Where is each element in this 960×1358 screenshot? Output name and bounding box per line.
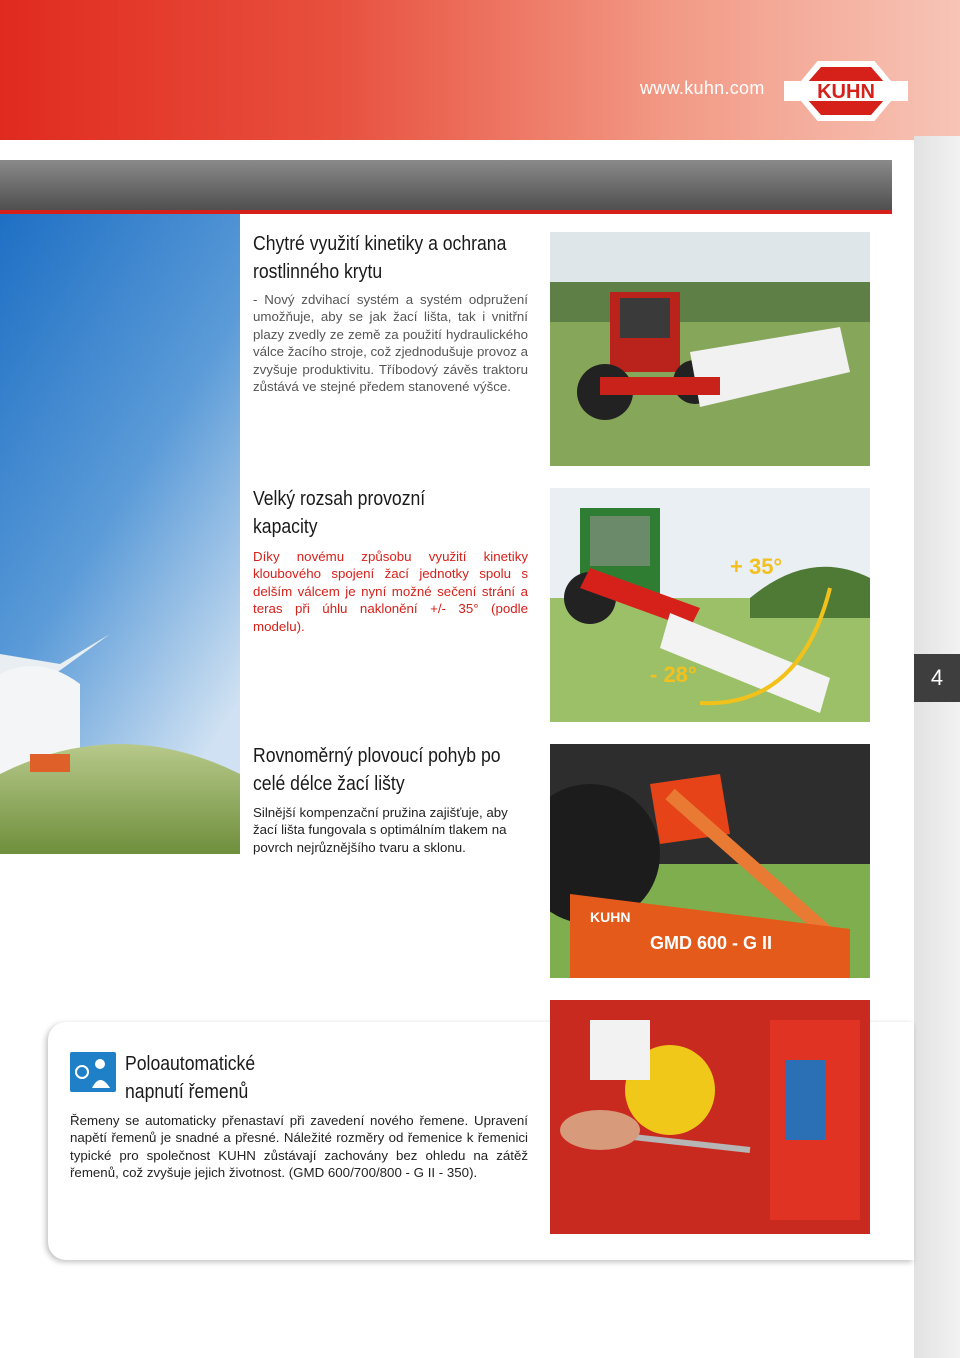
tractor-slope-photo bbox=[550, 488, 870, 722]
spring-mechanism-photo bbox=[550, 744, 870, 978]
belt-tensioner-photo bbox=[550, 1000, 870, 1234]
field-sky-photo bbox=[0, 214, 240, 854]
plus-35-label: + 35° bbox=[730, 554, 783, 579]
page-number: 4 bbox=[914, 654, 960, 702]
kuhn-logo bbox=[780, 56, 912, 126]
section-3-heading: Rovnoměrný plovoucí pohyb po celé délce žací lišty bbox=[253, 745, 501, 795]
machine-brand-label: KUHN bbox=[590, 909, 631, 925]
minus-28-label: - 28° bbox=[650, 662, 697, 687]
machine-model-label: GMD 600 - G II bbox=[650, 933, 773, 953]
tractor-mower-photo-1 bbox=[550, 232, 870, 466]
section-1-heading: Chytré využití kinetiky a ochrana rostlinného krytu bbox=[253, 233, 507, 283]
technician-icon bbox=[70, 1052, 116, 1092]
panel-heading: Poloautomatické napnutí řemenů bbox=[125, 1053, 256, 1103]
section-1-text: - Nový zdvihací systém a systém odpružení umožňuje, aby se jak žací lišta, tak i vnitřní plazy zvedly ze země za použití hydraulického válce žacího stroje, což zjednodušuje provoz a zvyšuje produktivitu. Tříbodový závěs traktoru zůstává ve stejné předem stanovené výšce. bbox=[253, 292, 528, 395]
section-2-heading: Velký rozsah provozní kapacity bbox=[253, 488, 426, 538]
website-url[interactable]: www.kuhn.com bbox=[640, 78, 765, 98]
panel-text: Řemeny se automaticky přenastaví při zavedení nového řemene. Upravení napětí řemenů je snadné a přesné. Náležité rozměry od řemenice k řemenici typické pro společnost KUHN zůstávají zachovány bez ohledu na zátěž řemenů, což zvyšuje jejich životnost. (GMD 600/700/800 - G II - 350). bbox=[70, 1113, 528, 1181]
side-strip bbox=[914, 136, 960, 1358]
section-2-text: Díky novému způsobu využití kinetiky kloubového spojení žací jednotky spolu s delším válcem je nyní možné sečení strání a teras při úhlu naklonění +/- 35° (podle modelu). bbox=[253, 549, 528, 634]
logo-text: KUHN bbox=[817, 81, 875, 103]
section-header-bar bbox=[0, 160, 892, 210]
section-3-text: Silnější kompenzační pružina zajišťuje, aby žací lišta fungovala s optimálním tlakem na povrch nejrůznějšího tvaru a sklonu. bbox=[253, 805, 508, 855]
